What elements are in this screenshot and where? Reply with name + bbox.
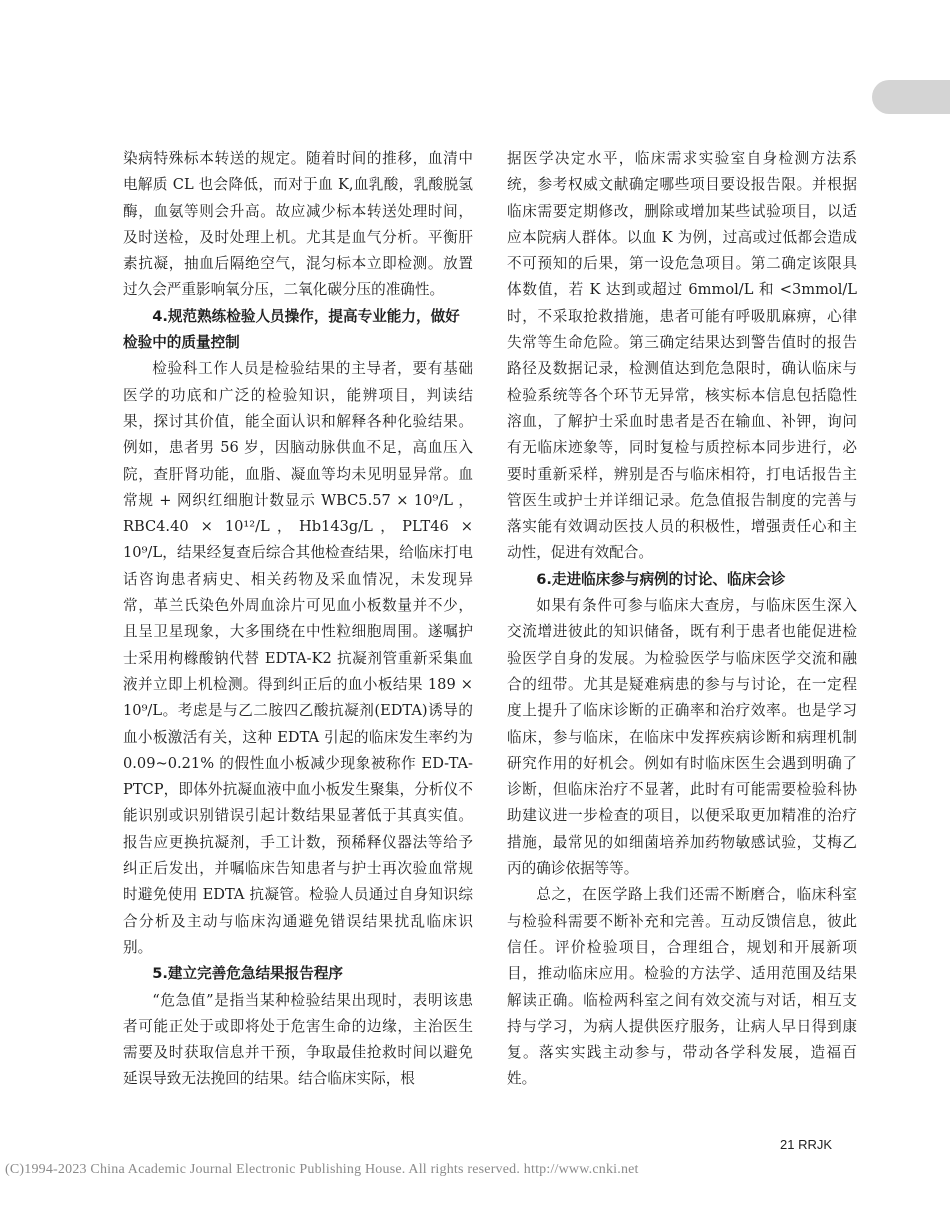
copyright-notice: (C)1994-2023 China Academic Journal Electronic Publishing House. All rights reserved. http://www.cnki.net <box>5 1162 639 1177</box>
page-number: 21 RRJK <box>780 1137 833 1152</box>
paragraph: 总之，在医学路上我们还需不断磨合，临床科室与检验科需要不断补充和完善。互动反馈信息，彼此信任。评价检验项目，合理组合，规划和开展新项目，推动临床应用。检验的方法学、适用范围及结果解读正确。临检两科室之间有效交流与对话，相互支持与学习，为病人提供医疗服务，让病人早日得到康复。落实实践主动参与，带动各学科发展，造福百姓。 <box>507 886 857 1088</box>
paragraph: “危急值”是指当某种检验结果出现时，表明该患者可能正处于或即将处于危害生命的边缘，主治医生需要及时获取信息并干预，争取最佳抢救时间以避免延误导致无法挽回的结果。结合临床实际，根 <box>123 991 473 1088</box>
section-heading-6: 6.走进临床参与病例的讨论、临床会诊 <box>536 570 786 588</box>
left-column <box>123 146 473 1093</box>
paragraph: 据医学决定水平，临床需求实验室自身检测方法系统，参考权威文献确定哪些项目要设报告限。并根据临床需要定期修改，删除或增加某些试验项目，以适应本院病人群体。以血 K 为例，过高或过低都会造成不可预知的后果，第一设危急项目。第二确定该限具体数值，若 K 达到或超过 6mmol/L 和 <3mmol/L 时，不采取抢救措施，患者可能有呼吸肌麻痹，心律失常等生命危险。第三确定结果达到警告值时的报告路径及数据记录，检测值达到危急限时，确认临床与检验系统等各个环节无异常，核实标本信息包括隐性溶血，了解护士采血时患者是否在输血、补钾，询问有无临床迹象等，同时复检与质控标本同步进行，必要时重新采样，辨别是否与临床相符，打电话报告主管医生或护士并详细记录。危急值报告制度的完善与落实能有效调动医技人员的积极性，增强责任心和主动性，促进有效配合。 <box>507 150 857 562</box>
paragraph: 检验科工作人员是检验结果的主导者，要有基础医学的功底和广泛的检验知识，能辨项目，判读结果，探讨其价值，能全面认识和解释各种化验结果。例如，患者男 56 岁，因脑动脉供血不足，高血压入院，查肝肾功能，血脂、凝血等均未见明显异常。血常规 + 网织红细胞计数显示 WBC5.57 × 10⁹/L ，RBC4.40 × 10¹²/L，Hb143g/L，PLT46 × 10⁹/L，结果经复查后综合其他检查结果，给临床打电话咨询患者病史、相关药物及采血情况，未发现异常，革兰氏染色外周血涂片可见血小板数量并不少，且呈卫星现象，大多围绕在中性粒细胞周围。遂嘱护士采用枸橼酸钠代替 EDTA-K2 抗凝剂管重新采集血液并立即上机检测。得到纠正后的血小板结果 189 × 10⁹/L。考虑是与乙二胺四乙酸抗凝剂(EDTA)诱导的血小板激活有关，这种 EDTA 引起的临床发生率约为 0.09~0.21% 的假性血小板减少现象被称作 ED-TA-PTCP，即体外抗凝血液中血小板发生聚集，分析仪不能识别或识别错误引起计数结果显著低于其真实值。报告应更换抗凝剂，手工计数，预稀释仪器法等给予纠正后发出，并嘱临床告知患者与护士再次验血常规时避免使用 EDTA 抗凝管。检验人员通过自身知识综合分析及主动与临床沟通避免错误结果扰乱临床识别。 <box>123 360 473 956</box>
paragraph: 如果有条件可参与临床大查房，与临床医生深入交流增进彼此的知识储备，既有利于患者也能促进检验医学自身的发展。为检验医学与临床医学交流和融合的纽带。尤其是疑难病患的参与与讨论，在一定程度上提升了临床诊断的正确率和治疗效率。也是学习临床，参与临床，在临床中发挥疾病诊断和病理机制研究作用的好机会。例如有时临床医生会遇到明确了诊断，但临床治疗不显著，此时有可能需要检验科协助建议进一步检查的项目，以便采取更加精准的治疗措施，最常见的如细菌培养加药物敏感试验，艾梅乙丙的确诊依据等等。 <box>507 597 857 878</box>
right-column <box>507 146 857 1093</box>
section-heading-4: 4.规范熟练检验人员操作，提高专业能力，做好检验中的质量控制 <box>123 307 460 352</box>
page-tab-marker <box>872 80 950 114</box>
paragraph: 染病特殊标本转送的规定。随着时间的推移，血清中电解质 CL 也会降低，而对于血 K,血乳酸，乳酸脱氢酶，血氨等则会升高。故应减少标本转送处理时间，及时送检，及时处理上机。尤其是血气分析。平衡肝素抗凝，抽血后隔绝空气，混匀标本立即检测。放置过久会严重影响氧分压，二氧化碳分压的准确性。 <box>123 150 473 299</box>
section-heading-5: 5.建立完善危急结果报告程序 <box>152 965 344 983</box>
